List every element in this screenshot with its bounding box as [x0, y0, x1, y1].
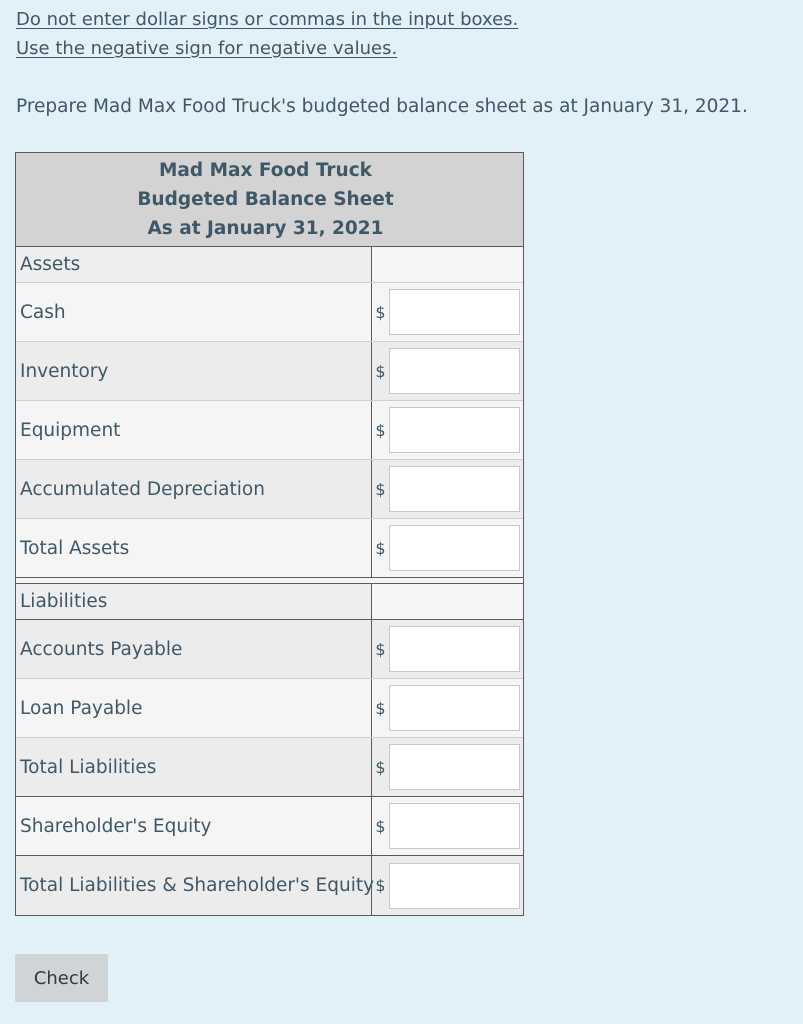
- equipment-input[interactable]: [389, 407, 520, 453]
- instruction-no-symbols: Do not enter dollar signs or commas in the input boxes.: [16, 9, 519, 30]
- inventory-row: [16, 342, 523, 401]
- accounts-payable-input[interactable]: [389, 626, 520, 672]
- inventory-input[interactable]: [389, 348, 520, 394]
- dollar-sign: $: [375, 698, 386, 718]
- total-liabilities-equity-input[interactable]: [389, 863, 520, 909]
- loan-payable-input[interactable]: [389, 685, 520, 731]
- equipment-row: [16, 401, 523, 460]
- total-assets-input[interactable]: [389, 525, 520, 571]
- total-liabilities-row: [16, 738, 523, 797]
- row-label: Loan Payable: [16, 679, 372, 737]
- liabilities-section-row: [16, 584, 523, 620]
- row-label: Total Liabilities & Shareholder's Equity: [16, 856, 372, 915]
- dollar-sign: $: [375, 361, 386, 381]
- balance-sheet-table: [15, 152, 524, 916]
- dollar-sign: $: [375, 757, 386, 777]
- row-label: Total Assets: [16, 519, 372, 577]
- statement-title: Budgeted Balance Sheet: [137, 189, 394, 210]
- dollar-sign: $: [375, 816, 386, 836]
- row-label: Accumulated Depreciation: [16, 460, 372, 518]
- row-label: Equipment: [16, 401, 372, 459]
- row-label: Shareholder's Equity: [16, 797, 372, 855]
- company-name: Mad Max Food Truck: [159, 160, 372, 181]
- cash-row: [16, 283, 523, 342]
- cash-input[interactable]: [389, 289, 520, 335]
- accumulated-depreciation-input[interactable]: [389, 466, 520, 512]
- shareholders-equity-input[interactable]: [389, 803, 520, 849]
- total-assets-row: [16, 519, 523, 578]
- dollar-sign: $: [375, 302, 386, 322]
- check-button[interactable]: Check: [15, 954, 108, 1002]
- dollar-sign: $: [375, 538, 386, 558]
- question-prompt: Prepare Mad Max Food Truck's budgeted balance sheet as at January 31, 2021.: [16, 96, 748, 117]
- row-label: Total Liabilities: [16, 738, 372, 796]
- shareholders-equity-row: [16, 797, 523, 856]
- instruction-negative-sign: Use the negative sign for negative values.: [16, 38, 398, 59]
- dollar-sign: $: [375, 420, 386, 440]
- total-liabilities-input[interactable]: [389, 744, 520, 790]
- dollar-sign: $: [375, 876, 386, 895]
- assets-section-row: [16, 247, 523, 283]
- row-label: Accounts Payable: [16, 620, 372, 678]
- balance-sheet-header: [16, 153, 523, 247]
- row-label: Cash: [16, 283, 372, 341]
- row-label: Inventory: [16, 342, 372, 400]
- loan-payable-row: [16, 679, 523, 738]
- statement-date: As at January 31, 2021: [147, 218, 384, 239]
- dollar-sign: $: [375, 479, 386, 499]
- accounts-payable-row: [16, 620, 523, 679]
- assets-heading: Assets: [16, 247, 372, 282]
- accumulated-depreciation-row: [16, 460, 523, 519]
- liabilities-heading: Liabilities: [16, 584, 372, 619]
- dollar-sign: $: [375, 639, 386, 659]
- total-liabilities-equity-row: [16, 856, 523, 915]
